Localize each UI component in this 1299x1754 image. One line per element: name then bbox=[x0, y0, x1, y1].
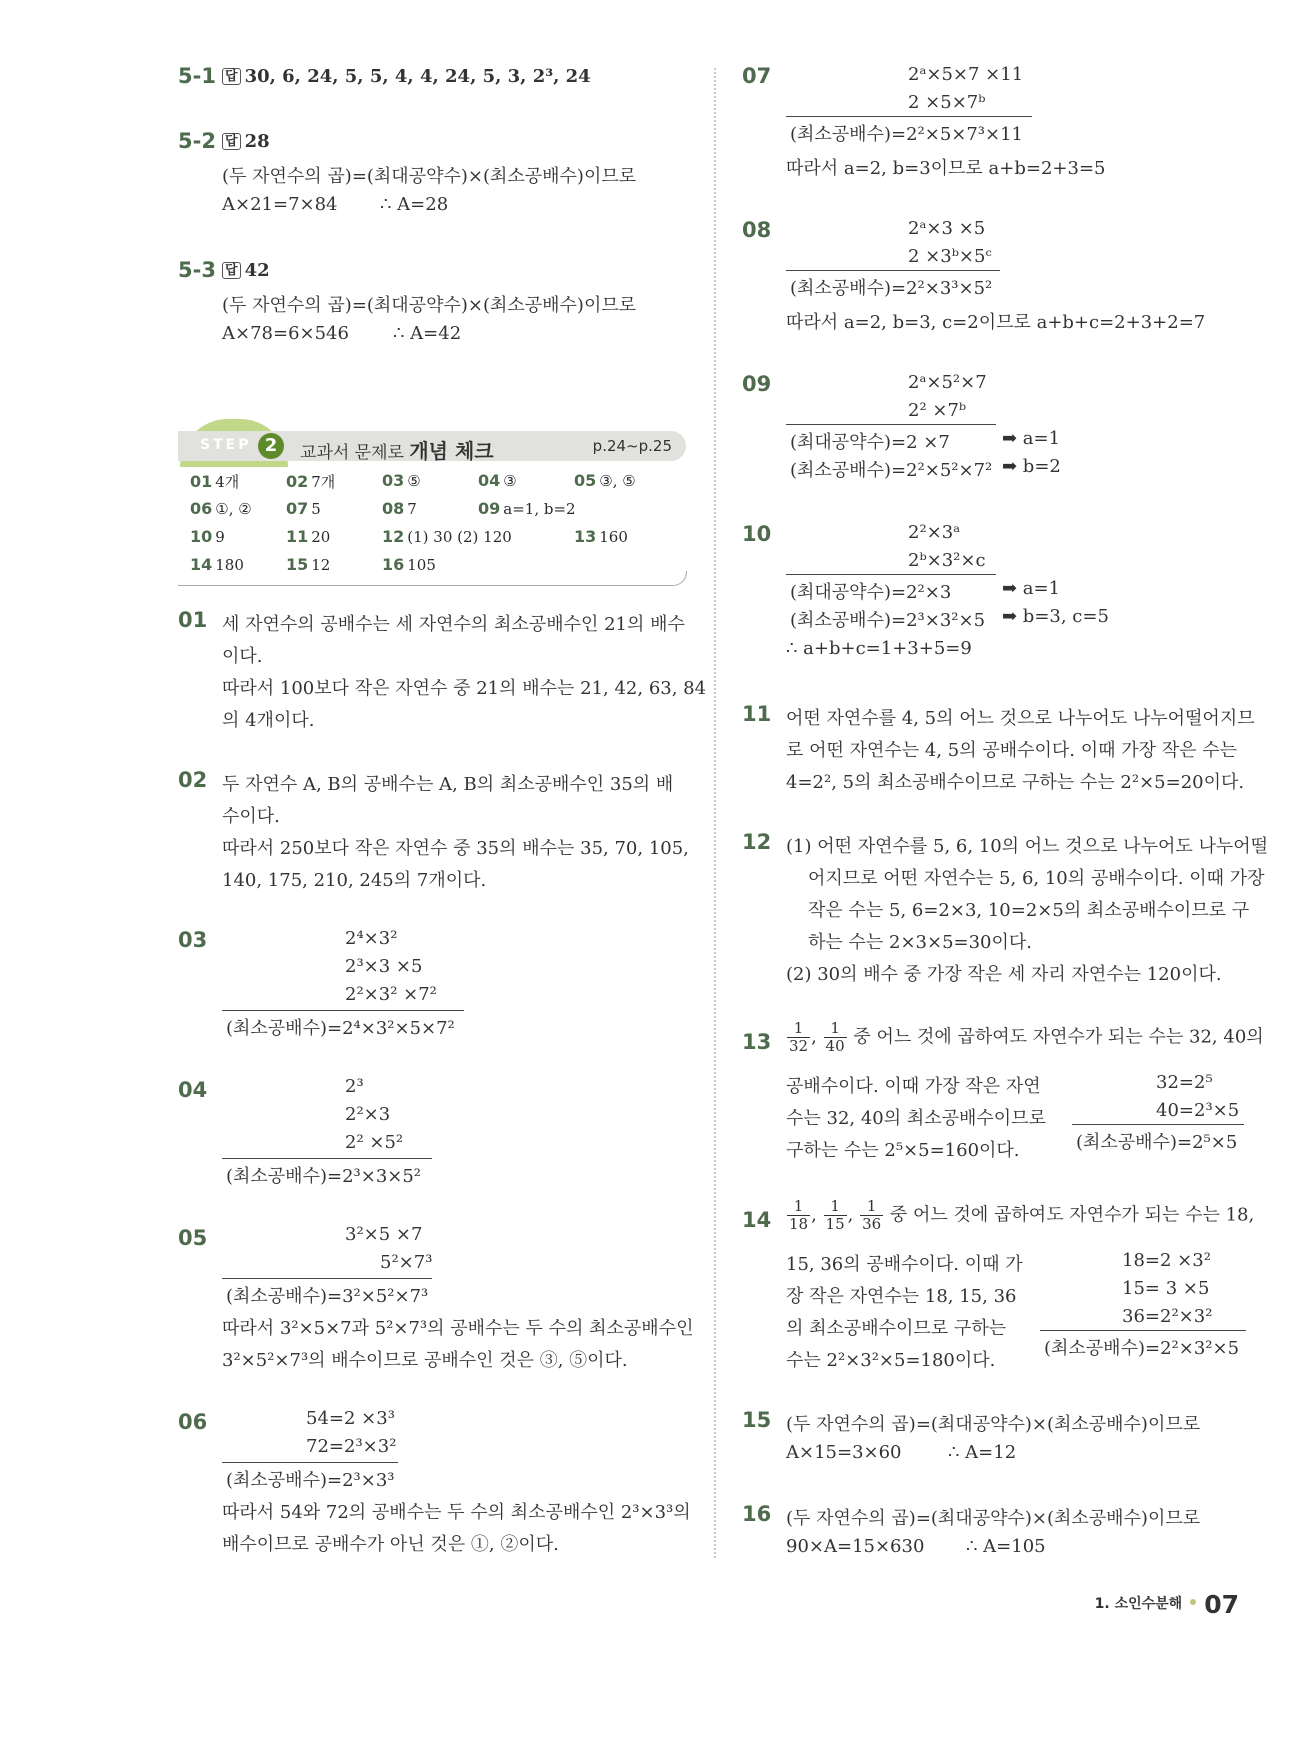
quick-answer-value: 7 bbox=[407, 500, 417, 518]
quick-answer-value: 105 bbox=[407, 556, 436, 574]
quick-answer-num: 01 bbox=[190, 472, 213, 491]
quick-answer bbox=[190, 527, 225, 546]
chapter-title: 1. 소인수분해 bbox=[1094, 1596, 1183, 1612]
text-line: 15, 36의 공배수이다. 이때 가 bbox=[786, 1254, 1023, 1275]
factor-row: 5²×7³ bbox=[380, 1252, 433, 1273]
answer-label: 답 bbox=[222, 133, 241, 150]
denominator: 18 bbox=[789, 1215, 809, 1233]
answer-label: 답 bbox=[222, 68, 241, 85]
problem-number: 12 bbox=[742, 830, 772, 854]
problem-number: 06 bbox=[178, 1410, 208, 1434]
answer-label: 답 bbox=[222, 262, 241, 279]
text-line: ∴ A=12 bbox=[948, 1442, 1017, 1463]
quick-answer-num: 05 bbox=[574, 471, 597, 490]
result-row: (최대공약수)=2 ×7 bbox=[790, 432, 950, 453]
arrow-result: ➡ b=2 bbox=[1002, 456, 1061, 477]
text-line: (두 자연수의 곱)=(최대공약수)×(최소공배수)이므로 bbox=[786, 1508, 1201, 1529]
text-line: 하는 수는 2×3×5=30이다. bbox=[808, 932, 1032, 953]
quick-answer-num: 15 bbox=[286, 555, 309, 574]
quick-answer bbox=[382, 471, 421, 490]
text-line: ∴ A=28 bbox=[380, 194, 449, 215]
answer-line bbox=[222, 131, 270, 152]
text-line: (두 자연수의 곱)=(최대공약수)×(최소공배수)이므로 bbox=[786, 1414, 1201, 1435]
factor-row: 2 ×5×7ᵇ bbox=[908, 92, 986, 113]
factor-row: 2ᵃ×5×7 ×11 bbox=[908, 64, 1024, 85]
quick-answer-num: 14 bbox=[190, 555, 213, 574]
text-line: 따라서 54와 72의 공배수는 두 수의 최소공배수인 2³×3³의 bbox=[222, 1502, 691, 1523]
answer-line bbox=[222, 66, 591, 87]
fraction bbox=[824, 1198, 847, 1233]
quick-answer-value: ⑤ bbox=[407, 472, 421, 490]
factor-row: 3²×5 ×7 bbox=[345, 1224, 423, 1245]
factor-row: 2² ×5² bbox=[345, 1132, 404, 1153]
text-line: 3²×5²×7³의 배수이므로 공배수인 것은 ③, ⑤이다. bbox=[222, 1350, 628, 1371]
problem-number: 15 bbox=[742, 1408, 772, 1432]
answer-value: 42 bbox=[244, 260, 270, 281]
quick-answer-value: 160 bbox=[599, 528, 628, 546]
text-line: 4=2², 5의 최소공배수이므로 구하는 수는 2²×5=20이다. bbox=[786, 772, 1245, 793]
quick-answer-value: ③, ⑤ bbox=[599, 472, 636, 490]
text-line: 90×A=15×630 bbox=[786, 1536, 925, 1557]
fraction bbox=[787, 1198, 810, 1233]
factor-row: 72=2³×3² bbox=[306, 1436, 397, 1457]
problem-number: 09 bbox=[742, 372, 772, 396]
answer-value: 28 bbox=[244, 131, 270, 152]
factor-row: 2ᵇ×3²×c bbox=[908, 550, 986, 571]
text-line: ∴ A=42 bbox=[393, 323, 462, 344]
factor-row: 2²×3 bbox=[345, 1104, 391, 1125]
quick-answer bbox=[382, 527, 512, 546]
quick-answer-num: 04 bbox=[478, 471, 501, 490]
fraction bbox=[860, 1198, 883, 1233]
text-line: 어떤 자연수를 4, 5의 어느 것으로 나누어도 나누어떨어지므 bbox=[786, 708, 1255, 729]
quick-answer bbox=[382, 499, 417, 518]
problem-number: 03 bbox=[178, 928, 208, 952]
result-row: (최소공배수)=2²×5×7³×11 bbox=[790, 124, 1024, 145]
quick-answer bbox=[286, 471, 335, 492]
quick-answer-num: 09 bbox=[478, 499, 501, 518]
factor-row: 54=2 ×3³ bbox=[306, 1408, 395, 1429]
divider-line bbox=[1072, 1124, 1244, 1125]
text-span: 중 어느 것에 곱하여도 자연수가 되는 수는 18, bbox=[889, 1204, 1255, 1226]
step-panel-border bbox=[178, 571, 687, 586]
quick-answer bbox=[574, 471, 636, 490]
problem-number: 13 bbox=[742, 1030, 772, 1054]
numerator: 1 bbox=[824, 1020, 847, 1038]
divider-line bbox=[222, 1278, 432, 1279]
quick-answer-num: 02 bbox=[286, 472, 309, 491]
text-line: 따라서 100보다 작은 자연수 중 21의 배수는 21, 42, 63, 84 bbox=[222, 678, 707, 699]
quick-answer-value: ①, ② bbox=[215, 500, 252, 518]
result-row: (최소공배수)=2²×3³×5² bbox=[790, 278, 993, 299]
result-row: (최소공배수)=2²×5²×7² bbox=[790, 460, 993, 481]
quick-answer-num: 11 bbox=[286, 527, 309, 546]
text-line: 두 자연수 A, B의 공배수는 A, B의 최소공배수인 35의 배 bbox=[222, 774, 674, 795]
quick-answer bbox=[190, 499, 252, 518]
problem-number: 04 bbox=[178, 1078, 208, 1102]
denominator: 32 bbox=[789, 1037, 809, 1055]
answer-line bbox=[222, 260, 270, 281]
text-line: ∴ a+b+c=1+3+5=9 bbox=[786, 638, 972, 659]
quick-answer bbox=[286, 499, 321, 518]
divider-line bbox=[786, 574, 996, 575]
text-line: 수이다. bbox=[222, 806, 280, 827]
factor-row: 18=2 ×3² bbox=[1122, 1250, 1211, 1271]
numerator: 1 bbox=[824, 1198, 847, 1216]
factor-row: 40=2³×5 bbox=[1156, 1100, 1240, 1121]
quick-answer-value: a=1, b=2 bbox=[503, 500, 576, 518]
text-line: 의 4개이다. bbox=[222, 710, 315, 731]
bullet-dot-icon bbox=[1190, 1599, 1196, 1605]
quick-answer bbox=[574, 527, 628, 546]
text-line: 작은 수는 5, 6=2×3, 10=2×5의 최소공배수이므로 구 bbox=[808, 900, 1250, 921]
numerator: 1 bbox=[787, 1198, 810, 1216]
answer-value: 30, 6, 24, 5, 5, 4, 4, 24, 5, 3, 2³, 24 bbox=[244, 66, 591, 87]
factor-row: 2ᵃ×3 ×5 bbox=[908, 218, 986, 239]
quick-answer bbox=[286, 527, 330, 546]
quick-answer-value: 9 bbox=[215, 528, 225, 546]
text-line: 따라서 3²×5×7과 5²×7³의 공배수는 두 수의 최소공배수인 bbox=[222, 1318, 694, 1339]
text-line: (두 자연수의 곱)=(최대공약수)×(최소공배수)이므로 bbox=[222, 295, 637, 316]
result-row: (최소공배수)=2²×3²×5 bbox=[1044, 1338, 1240, 1359]
factor-row: 32=2⁵ bbox=[1156, 1072, 1213, 1093]
column-divider bbox=[714, 68, 716, 1558]
problem-number: 16 bbox=[742, 1502, 772, 1526]
text-line: A×15=3×60 bbox=[786, 1442, 902, 1463]
factor-row: 2²×3² ×7² bbox=[345, 984, 437, 1005]
text-span: 중 어느 것에 곱하여도 자연수가 되는 수는 32, 40의 bbox=[853, 1026, 1264, 1048]
text-line: 어지므로 어떤 자연수는 5, 6, 10의 공배수이다. 이때 가장 bbox=[808, 868, 1265, 889]
problem-number: 08 bbox=[742, 218, 772, 242]
quick-answer-num: 03 bbox=[382, 471, 405, 490]
arrow-result: ➡ a=1 bbox=[1002, 578, 1061, 599]
problem-number: 5-3 bbox=[178, 258, 216, 282]
result-row: (최소공배수)=2³×3×5² bbox=[226, 1166, 422, 1187]
step-title-prefix: 교과서 문제로 bbox=[300, 443, 404, 463]
text-line: (2) 30의 배수 중 가장 작은 세 자리 자연수는 120이다. bbox=[786, 964, 1222, 985]
arrow-result: ➡ a=1 bbox=[1002, 428, 1061, 449]
numerator: 1 bbox=[860, 1198, 883, 1216]
result-row: (최소공배수)=2³×3³ bbox=[226, 1470, 395, 1491]
quick-answer-value: (1) 30 (2) 120 bbox=[407, 528, 512, 546]
text-line: 따라서 a=2, b=3, c=2이므로 a+b+c=2+3+2=7 bbox=[786, 312, 1206, 333]
result-row: (최소공배수)=2⁵×5 bbox=[1076, 1132, 1238, 1153]
text-line: A×21=7×84 bbox=[222, 194, 338, 215]
result-row: (최소공배수)=3²×5²×7³ bbox=[226, 1286, 429, 1307]
text-line: $\frac{1}{32}$ , $\frac{1}{40}$ 중 어느 것에 곱하여도 자연수가 되는 수는 32, 40의 bbox=[789, 1019, 1264, 1055]
step-title-bold: 개념 체크 bbox=[409, 439, 494, 463]
quick-answer-value: 7개 bbox=[311, 473, 336, 491]
quick-answer bbox=[478, 471, 517, 490]
text-line: (두 자연수의 곱)=(최대공약수)×(최소공배수)이므로 bbox=[222, 166, 637, 187]
problem-number: 05 bbox=[178, 1226, 208, 1250]
denominator: 36 bbox=[862, 1215, 882, 1233]
divider-line bbox=[222, 1158, 432, 1159]
text-line: (1) 어떤 자연수를 5, 6, 10의 어느 것으로 나누어도 나누어떨 bbox=[786, 836, 1269, 857]
text-line: 의 최소공배수이므로 구하는 bbox=[786, 1318, 1007, 1339]
divider-line bbox=[786, 270, 1000, 271]
fraction bbox=[787, 1020, 810, 1055]
result-row: (최소공배수)=2³×3²×5 bbox=[790, 610, 986, 631]
factor-row: 15= 3 ×5 bbox=[1122, 1278, 1210, 1299]
quick-answer-value: 4개 bbox=[215, 473, 240, 491]
text-line: A×78=6×546 bbox=[222, 323, 349, 344]
quick-answer-value: 5 bbox=[311, 500, 321, 518]
problem-number: 02 bbox=[178, 768, 208, 792]
text-line: ∴ A=105 bbox=[966, 1536, 1046, 1557]
factor-row: 2 ×3ᵇ×5ᶜ bbox=[908, 246, 992, 267]
divider-line bbox=[786, 424, 996, 425]
factor-row: 2² ×7ᵇ bbox=[908, 400, 967, 421]
quick-answer-value: ③ bbox=[503, 472, 517, 490]
quick-answer-value: 20 bbox=[311, 528, 331, 546]
quick-answer-num: 16 bbox=[382, 555, 405, 574]
denominator: 40 bbox=[825, 1037, 845, 1055]
text-line: 따라서 a=2, b=3이므로 a+b=2+3=5 bbox=[786, 158, 1106, 179]
numerator: 1 bbox=[787, 1020, 810, 1038]
factor-row: 2³ bbox=[345, 1076, 364, 1097]
text-line: 따라서 250보다 작은 자연수 중 35의 배수는 35, 70, 105, bbox=[222, 838, 689, 859]
quick-answer-value: 180 bbox=[215, 556, 244, 574]
problem-number: 5-2 bbox=[178, 129, 216, 153]
text-line: 로 어떤 자연수는 4, 5의 공배수이다. 이때 가장 작은 수는 bbox=[786, 740, 1237, 761]
text-line: 수는 32, 40의 최소공배수이므로 bbox=[786, 1108, 1046, 1129]
page-number: 07 bbox=[1204, 1590, 1239, 1619]
step-title bbox=[300, 435, 494, 464]
divider-line bbox=[786, 116, 1032, 117]
text-line: 140, 175, 210, 245의 7개이다. bbox=[222, 870, 487, 891]
step-number: 2 bbox=[258, 433, 284, 459]
fraction bbox=[824, 1020, 847, 1055]
step-pages: p.24∼p.25 bbox=[592, 437, 672, 455]
factor-row: 2²×3ᵃ bbox=[908, 522, 961, 543]
denominator: 15 bbox=[825, 1215, 845, 1233]
factor-row: 2ᵃ×5²×7 bbox=[908, 372, 987, 393]
text-line: 배수이므로 공배수가 아닌 것은 ①, ②이다. bbox=[222, 1534, 559, 1555]
text-line: 장 작은 자연수는 18, 15, 36 bbox=[786, 1286, 1017, 1307]
text-line: 이다. bbox=[222, 646, 263, 667]
quick-answer bbox=[190, 471, 239, 492]
result-row: (최소공배수)=2⁴×3²×5×7² bbox=[226, 1018, 455, 1039]
problem-number: 11 bbox=[742, 702, 772, 726]
step-2-panel bbox=[178, 425, 686, 590]
divider-line bbox=[222, 1462, 398, 1463]
problem-number: 14 bbox=[742, 1208, 772, 1232]
quick-answer-num: 12 bbox=[382, 527, 405, 546]
text-line: 세 자연수의 공배수는 세 자연수의 최소공배수인 21의 배수 bbox=[222, 614, 685, 635]
factor-row: 2⁴×3² bbox=[345, 928, 398, 949]
divider-line bbox=[1040, 1330, 1246, 1331]
quick-answer bbox=[478, 499, 576, 518]
text-line: 구하는 수는 2⁵×5=160이다. bbox=[786, 1140, 1020, 1161]
problem-number: 5-1 bbox=[178, 64, 216, 88]
divider-line bbox=[222, 1010, 464, 1011]
quick-answer-num: 08 bbox=[382, 499, 405, 518]
text-line: $\frac{1}{18}$ , $\frac{1}{15}$ , $\frac{1}{36}$ 중 어느 것에 곱하여도 자연수가 되는 수는 18, bbox=[789, 1197, 1255, 1233]
problem-number: 10 bbox=[742, 522, 772, 546]
step-label: STEP bbox=[200, 437, 252, 453]
quick-answer-value: 12 bbox=[311, 556, 331, 574]
factor-row: 36=2²×3² bbox=[1122, 1306, 1213, 1327]
quick-answer-num: 07 bbox=[286, 499, 309, 518]
quick-answer-num: 10 bbox=[190, 527, 213, 546]
result-row: (최대공약수)=2²×3 bbox=[790, 582, 952, 603]
problem-number: 07 bbox=[742, 64, 772, 88]
problem-number: 01 bbox=[178, 608, 208, 632]
text-line: 공배수이다. 이때 가장 작은 자연 bbox=[786, 1076, 1041, 1097]
quick-answer-num: 06 bbox=[190, 499, 213, 518]
arrow-result: ➡ b=3, c=5 bbox=[1002, 606, 1109, 627]
factor-row: 2³×3 ×5 bbox=[345, 956, 423, 977]
text-line: 수는 2²×3²×5=180이다. bbox=[786, 1350, 996, 1371]
quick-answer-num: 13 bbox=[574, 527, 597, 546]
page-footer bbox=[1095, 1590, 1239, 1619]
